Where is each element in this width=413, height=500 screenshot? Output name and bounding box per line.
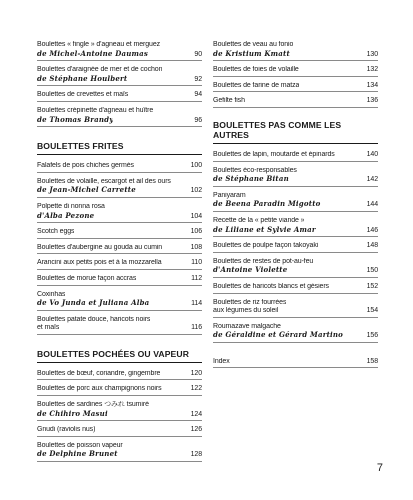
- toc-entry[interactable]: [37, 315, 202, 335]
- entry-title: Boulettes de crevettes et maïs: [37, 91, 129, 99]
- toc-right-column: [213, 40, 378, 372]
- entry-author-line: [37, 75, 202, 85]
- entry-page: 128: [190, 451, 202, 459]
- entry-page: 90: [194, 50, 202, 58]
- entry-title-line: [37, 66, 202, 75]
- entry-author: de Stéphane Bitan: [213, 175, 289, 184]
- entry-title: Boulettes « fingle » d'agneau et merguez: [37, 41, 161, 48]
- entry-title-line: [213, 66, 378, 75]
- toc-entry[interactable]: [213, 241, 378, 253]
- section-heading-autres: BOULETTES PAS COMME LES AUTRES: [213, 120, 378, 144]
- entry-page: 150: [366, 267, 378, 275]
- toc-entry[interactable]: [37, 384, 202, 396]
- entry-author: de Kristium Kmatt: [213, 49, 290, 58]
- toc-group-index: [213, 357, 378, 369]
- entry-page: 142: [366, 176, 378, 184]
- toc-entry[interactable]: [37, 202, 202, 223]
- entry-page: 92: [194, 75, 202, 83]
- entry-author: de Stéphane Houlbert: [37, 74, 128, 83]
- entry-title-line: [213, 82, 378, 91]
- toc-entry[interactable]: [37, 65, 202, 86]
- entry-title-line: [213, 242, 378, 251]
- toc-entry[interactable]: [213, 166, 378, 187]
- entry-page: 132: [366, 66, 378, 74]
- entry-author-line: [37, 212, 202, 222]
- entry-title: Roumazave malgache: [213, 322, 281, 330]
- entry-author: de Thomas Brandy: [37, 115, 114, 124]
- entry-author-line: [37, 186, 202, 196]
- entry-title: Gefilte fish: [213, 97, 245, 105]
- page-number: 7: [376, 462, 383, 474]
- entry-title-line: [37, 291, 202, 300]
- entry-author: de Beena Paradin Migotto: [213, 200, 321, 209]
- entry-title: Boulettes de foies de volaille: [213, 66, 299, 74]
- toc-entry[interactable]: [37, 227, 202, 239]
- toc-entry[interactable]: [213, 322, 378, 343]
- entry-author: de Liliane et Sylvie Amar: [213, 225, 316, 234]
- entry-title: Boulettes de morue façon accras: [37, 274, 137, 282]
- toc-group-autres: [213, 150, 378, 343]
- entry-title-line: [37, 385, 202, 394]
- toc-entry[interactable]: [37, 441, 202, 462]
- entry-title: aux légumes du soleil: [213, 307, 279, 315]
- entry-page: 152: [366, 282, 378, 290]
- entry-title: Boulettes patate douce, haricots noirs: [37, 315, 151, 323]
- entry-page: 136: [366, 97, 378, 105]
- toc-entry[interactable]: [37, 290, 202, 311]
- entry-author: de Michel-Antoine Daumas: [37, 49, 149, 58]
- entry-author: d'Alba Pezone: [37, 211, 95, 220]
- entry-title-line: [37, 259, 202, 268]
- entry-page: 106: [190, 228, 202, 236]
- entry-title-line: [37, 442, 202, 451]
- entry-title-line: [37, 107, 202, 116]
- entry-title-line: [213, 217, 378, 226]
- entry-title-line: [37, 316, 202, 325]
- entry-page: 114: [191, 300, 202, 308]
- entry-title: Boulettes de farine de matza: [213, 81, 300, 89]
- entry-title: Boulettes de riz fourrées: [213, 298, 287, 306]
- entry-title-line: [37, 275, 202, 284]
- toc-group-top-left: [37, 40, 202, 127]
- entry-author-line: [213, 50, 378, 60]
- toc-entry[interactable]: [213, 298, 378, 318]
- entry-title-line: [37, 244, 202, 253]
- entry-page: 102: [190, 187, 202, 195]
- entry-title: Boulettes de veau au fonio: [213, 41, 294, 48]
- entry-author-line: [213, 226, 378, 236]
- toc-entry[interactable]: [213, 282, 378, 294]
- entry-title: Arancini aux petits pois et à la mozzarella: [37, 259, 162, 267]
- toc-entry[interactable]: [37, 274, 202, 286]
- entry-page: 100: [190, 162, 202, 170]
- entry-author-line: [213, 175, 378, 185]
- entry-page: 130: [366, 50, 378, 58]
- section-heading-frites: BOULETTES FRITES: [37, 141, 202, 155]
- toc-group-pochees: [37, 369, 202, 462]
- entry-title-line: [37, 178, 202, 187]
- toc-entry[interactable]: [37, 258, 202, 270]
- toc-entry[interactable]: [213, 357, 378, 369]
- toc-entry[interactable]: [37, 90, 202, 102]
- entry-title-line: [37, 228, 202, 237]
- entry-title: Scotch eggs: [37, 228, 75, 236]
- entry-author-line: [37, 299, 202, 309]
- entry-title-line: [213, 358, 378, 367]
- entry-page: 154: [366, 307, 378, 315]
- entry-title-line: [213, 283, 378, 292]
- toc-left-column: [37, 40, 202, 466]
- entry-page: 104: [190, 212, 202, 220]
- entry-title-line: [37, 41, 202, 50]
- entry-page: 144: [366, 201, 378, 209]
- entry-title: Coxinhas: [37, 290, 66, 298]
- entry-page: 148: [366, 242, 378, 250]
- entry-author-line: [37, 410, 202, 420]
- entry-title-line: [213, 97, 378, 106]
- toc-group-top-right: [213, 40, 378, 108]
- entry-title: Boulettes de porc aux champignons noirs: [37, 385, 162, 393]
- toc-entry[interactable]: [37, 369, 202, 381]
- entry-title: Falafels de pois chiches germés: [37, 162, 134, 170]
- entry-page: 126: [190, 426, 202, 434]
- entry-title: Boulettes de poisson vapeur: [37, 441, 123, 449]
- entry-page: 120: [190, 369, 202, 377]
- entry-author-line: [37, 450, 202, 460]
- entry-author-line: [37, 50, 202, 60]
- entry-page: 158: [366, 357, 378, 365]
- toc-entry[interactable]: [37, 161, 202, 173]
- entry-title: Boulettes crépinette d'agneau et huître: [37, 106, 154, 114]
- entry-page: 146: [366, 226, 378, 234]
- toc-group-frites: [37, 161, 202, 335]
- entry-author-line: [213, 266, 378, 276]
- toc-entry[interactable]: [37, 106, 202, 127]
- toc-entry[interactable]: [213, 150, 378, 162]
- entry-author: de Delphine Brunet: [37, 450, 118, 459]
- entry-title: Boulettes de lapin, moutarde et épinards: [213, 150, 335, 158]
- entry-page: 112: [191, 274, 202, 282]
- entry-page: 96: [194, 116, 202, 124]
- entry-page: 110: [191, 259, 202, 267]
- entry-title: Recette de la « petite viande »: [213, 216, 305, 224]
- section-heading-pochees: BOULETTES POCHÉES OU VAPEUR: [37, 349, 202, 363]
- toc-entry[interactable]: [37, 400, 202, 421]
- entry-author: de Géraldine et Gérard Martino: [213, 331, 344, 340]
- entry-page: 156: [366, 332, 378, 340]
- toc-entry[interactable]: [213, 96, 378, 108]
- entry-title-line: [37, 401, 202, 410]
- entry-title: Boulettes de haricots blancs et gésiers: [213, 282, 329, 290]
- entry-page: 122: [190, 385, 202, 393]
- entry-title: Gnudi (raviolis nus): [37, 426, 96, 434]
- entry-page: 116: [191, 324, 202, 332]
- entry-author-line: [213, 200, 378, 210]
- entry-title-line: [37, 203, 202, 212]
- entry-title-line: [213, 307, 378, 316]
- entry-title: Boulettes de sardines つみれ tsumiré: [37, 401, 149, 409]
- entry-page: 140: [366, 150, 378, 158]
- toc-entry[interactable]: [213, 40, 378, 61]
- toc-entry[interactable]: [213, 216, 378, 237]
- entry-title: Boulettes d'aubergine au gouda au cumin: [37, 243, 163, 251]
- entry-title: Boulettes de volaille, escargot et ail des ours: [37, 177, 171, 185]
- entry-author: de Vo Junda et Juliana Alba: [37, 299, 150, 308]
- entry-author: d'Antoine Violette: [213, 266, 288, 275]
- toc-entry[interactable]: [213, 81, 378, 93]
- entry-page: 94: [194, 91, 202, 99]
- entry-title: Boulettes de restes de pot-au-feu: [213, 257, 314, 265]
- entry-title-line: [37, 91, 202, 100]
- entry-title: Boulettes de poulpe façon takoyaki: [213, 242, 319, 250]
- entry-title: et maïs: [37, 324, 60, 332]
- entry-page: 124: [190, 410, 202, 418]
- entry-title: Polpette di nonna rosa: [37, 202, 105, 210]
- entry-title: Boulettes éco-responsables: [213, 166, 297, 174]
- entry-title-line: [213, 258, 378, 267]
- entry-title-line: [37, 370, 202, 379]
- toc-entry[interactable]: [37, 425, 202, 437]
- entry-title-line: [213, 192, 378, 201]
- toc-entry[interactable]: [213, 65, 378, 77]
- entry-page: 108: [190, 243, 202, 251]
- entry-title-line: [213, 151, 378, 160]
- toc-entry[interactable]: [213, 191, 378, 212]
- entry-author: de Jean-Michel Carrette: [37, 186, 136, 195]
- entry-author-line: [213, 331, 378, 341]
- toc-entry[interactable]: [37, 177, 202, 198]
- entry-title-line: [213, 41, 378, 50]
- toc-entry[interactable]: [37, 40, 202, 61]
- entry-title-line: [213, 167, 378, 176]
- entry-title: Boulettes d'araignée de mer et de cochon: [37, 66, 163, 74]
- entry-title: Paniyaram: [213, 191, 246, 199]
- entry-author: de Chihiro Masui: [37, 409, 108, 418]
- entry-title-line: [37, 324, 202, 333]
- toc-entry[interactable]: [213, 257, 378, 278]
- toc-entry[interactable]: [37, 243, 202, 255]
- entry-page: 134: [366, 81, 378, 89]
- entry-title-line: [213, 299, 378, 308]
- entry-title: Index: [213, 357, 230, 365]
- entry-title-line: [213, 323, 378, 332]
- entry-title-line: [37, 426, 202, 435]
- entry-title-line: [37, 162, 202, 171]
- entry-author-line: [37, 116, 202, 126]
- entry-title: Boulettes de bœuf, coriandre, gingembre: [37, 369, 161, 377]
